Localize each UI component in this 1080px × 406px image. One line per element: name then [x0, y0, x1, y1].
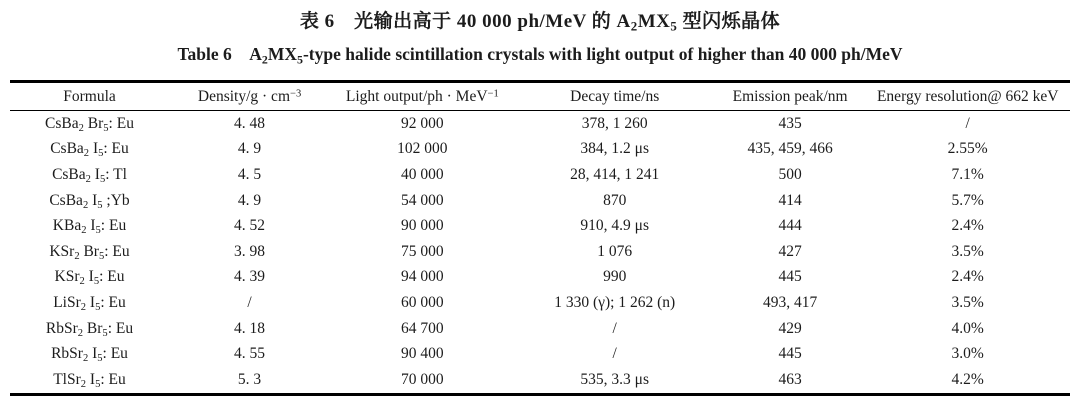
energy-resolution-cell: 2.4%: [951, 268, 984, 286]
decay-time-cell: 870: [603, 191, 627, 209]
energy-resolution-cell: 2.4%: [951, 217, 984, 235]
density-cell: 4. 52: [234, 217, 266, 235]
formula-cell: KSr$_2$ $I_5$: Eu: [54, 268, 125, 288]
formula-cell: CsBa$_2$ $I_5$ ;Yb: [49, 191, 130, 211]
density-cell: 4. 9: [237, 191, 262, 209]
energy-resolution-cell: 7.1%: [951, 165, 984, 183]
emission-peak-cell: 444: [778, 217, 802, 235]
col-header-energy-resolution: Energy resolution@ 662 keV: [865, 82, 1070, 111]
energy-resolution-cell: 2.55%: [947, 140, 988, 158]
table-row: [10, 137, 1070, 163]
light-output-cell: 75 000: [401, 242, 444, 260]
table-row: [10, 367, 1070, 394]
emission-peak-cell: 445: [778, 268, 802, 286]
table-header: [10, 82, 1070, 111]
decay-time-cell: 1 330 (γ); 1 262 (n): [554, 293, 676, 311]
light-output-cell: 70 000: [401, 370, 444, 388]
formula-cell: RbSr$_2$ $I_5$: Eu: [51, 345, 128, 365]
energy-resolution-cell: 3.0%: [951, 345, 984, 363]
decay-time-cell: 535, 3.3 μs: [580, 370, 649, 388]
header-row: [10, 82, 1070, 111]
emission-peak-cell: 414: [778, 191, 802, 209]
formula-cell: KBa$_2$ $I_5$: Eu: [52, 217, 127, 237]
table-row: [10, 213, 1070, 239]
emission-peak-cell: 429: [778, 319, 802, 337]
light-output-cell: 40 000: [401, 165, 444, 183]
formula-cell: LiSr$_2$ $I_5$: Eu: [53, 293, 126, 313]
decay-time-cell: 1 076: [597, 242, 633, 260]
energy-resolution-cell: 5.7%: [951, 191, 984, 209]
decay-time-cell: 378, 1 260: [581, 114, 648, 132]
density-cell: 4. 18: [234, 319, 266, 337]
emission-peak-cell: 435: [778, 114, 802, 132]
col-header-formula: Formula: [10, 82, 169, 111]
formula-cell: CsBa$_2$ $I_5$: Tl: [52, 165, 127, 185]
table-row: [10, 341, 1070, 367]
energy-resolution-cell: 4.2%: [951, 370, 984, 388]
formula-cell: TlSr$_2$ $I_5$: Eu: [53, 370, 126, 390]
col-header-emission-peak: Emission peak/nm: [715, 82, 866, 111]
density-cell: 5. 3: [237, 370, 262, 388]
emission-peak-cell: 445: [778, 345, 802, 363]
table-row: [10, 188, 1070, 214]
formula-cell: KSr$_2$ $Br_5$: Eu: [49, 242, 130, 262]
light-output-cell: 54 000: [401, 191, 444, 209]
table-title-chinese: 表 6 光输出高于 40 000 ph/MeV 的 $A_2MX_5$ 型闪烁晶体: [299, 11, 781, 34]
decay-time-cell: 384, 1.2 μs: [580, 140, 649, 158]
density-cell: 4. 9: [237, 140, 262, 158]
light-output-cell: 90 000: [401, 217, 444, 235]
decay-time-cell: 910, 4.9 μs: [580, 217, 649, 235]
density-cell: 4. 5: [237, 165, 262, 183]
light-output-cell: 102 000: [397, 140, 448, 158]
table-row: [10, 162, 1070, 188]
density-cell: 4. 39: [234, 268, 266, 286]
table-row: [10, 239, 1070, 265]
light-output-cell: 92 000: [401, 114, 444, 132]
light-output-cell: 90 400: [401, 345, 444, 363]
scintillation-crystals-table: [10, 80, 1070, 396]
table-title-english: Table 6 $A_2MX_5$-type halide scintillation crystals with light output of higher than 40 000 ph/MeV: [177, 44, 903, 67]
energy-resolution-cell: 3.5%: [951, 293, 984, 311]
density-cell: 3. 98: [234, 242, 266, 260]
light-output-cell: 94 000: [401, 268, 444, 286]
energy-resolution-cell: 4.0%: [951, 319, 984, 337]
density-cell: 4. 55: [234, 345, 266, 363]
decay-time-cell: 28, 414, 1 241: [570, 165, 660, 183]
emission-peak-cell: 435, 459, 466: [747, 140, 833, 158]
table-row: [10, 290, 1070, 316]
emission-peak-cell: 427: [778, 242, 802, 260]
density-cell: /: [247, 293, 252, 311]
emission-peak-cell: 463: [778, 370, 802, 388]
table-row: [10, 316, 1070, 342]
energy-resolution-cell: 3.5%: [951, 242, 984, 260]
decay-time-cell: 990: [603, 268, 627, 286]
emission-peak-cell: 493, 417: [763, 293, 818, 311]
light-output-cell: 60 000: [401, 293, 444, 311]
decay-time-cell: /: [612, 319, 617, 337]
table-row: [10, 111, 1070, 137]
table-row: [10, 265, 1070, 291]
col-header-density: Density/g · $cm^{-3}$: [169, 82, 330, 111]
energy-resolution-cell: /: [965, 114, 970, 132]
density-cell: 4. 48: [234, 114, 266, 132]
decay-time-cell: /: [612, 345, 617, 363]
formula-cell: CsBa$_2$ $Br_5$: Eu: [45, 114, 134, 134]
table-body: [10, 111, 1070, 395]
emission-peak-cell: 500: [778, 165, 802, 183]
col-header-decay-time: Decay time/ns: [515, 82, 715, 111]
col-header-light-output: Light output/ph · MeV$^{-1}$: [330, 82, 514, 111]
table-titles: [0, 0, 1080, 66]
formula-cell: CsBa$_2$ $I_5$: Eu: [50, 140, 129, 160]
light-output-cell: 64 700: [401, 319, 444, 337]
formula-cell: RbSr$_2$ $Br_5$: Eu: [45, 319, 134, 339]
